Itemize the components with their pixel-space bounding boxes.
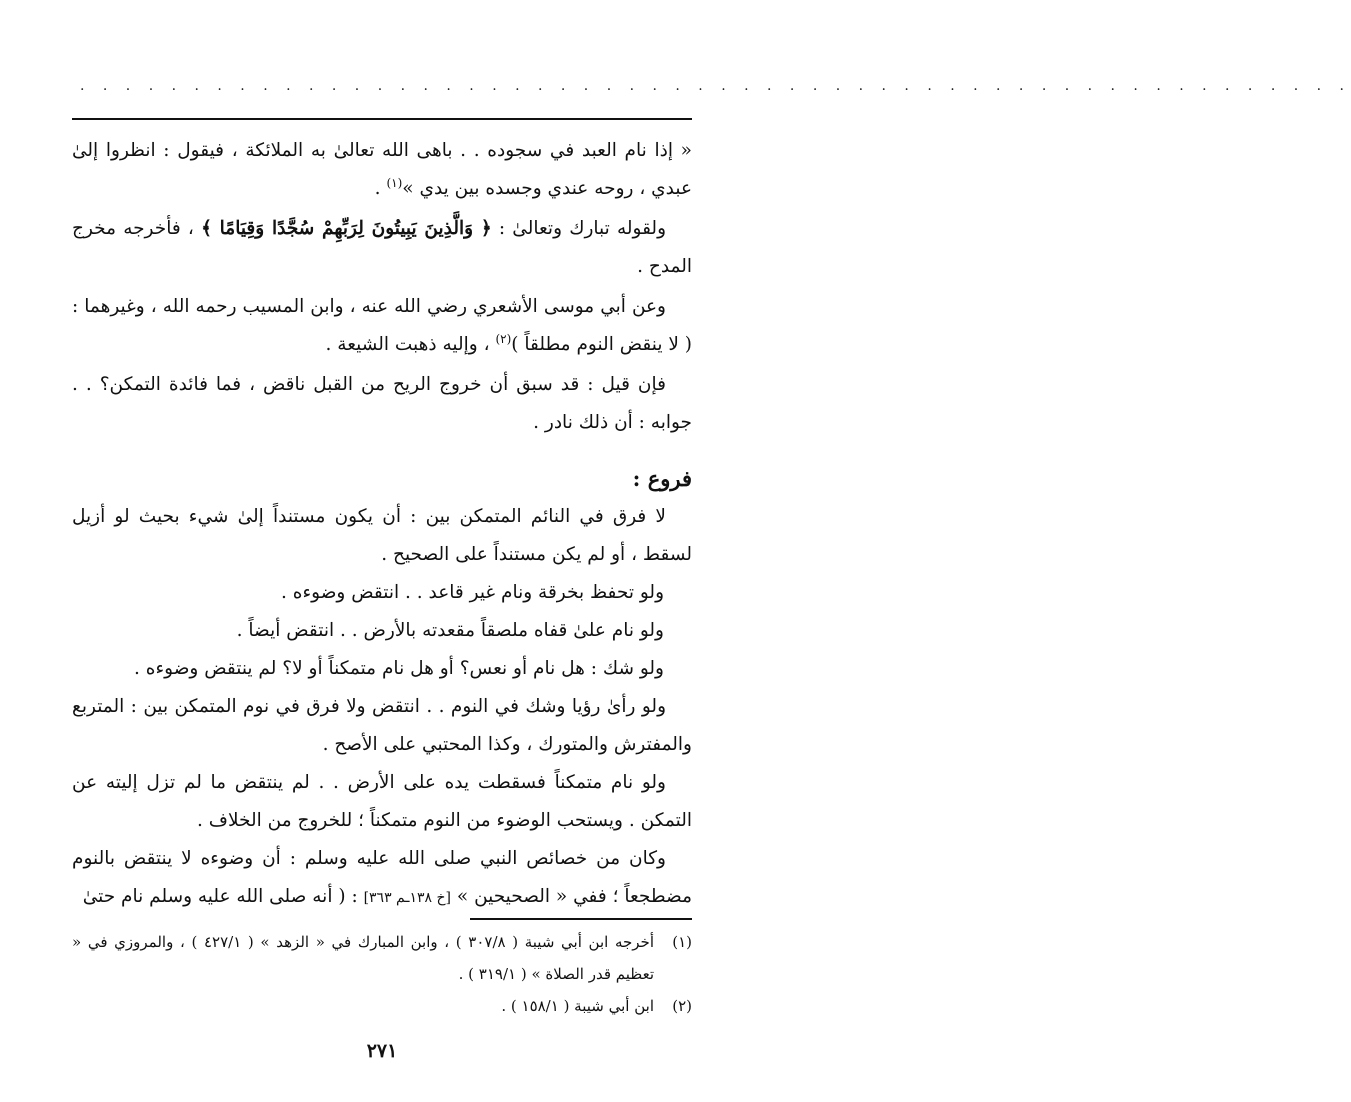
paragraph-hadith [72, 132, 692, 208]
paragraph-abu-musa [72, 288, 692, 364]
main-text [72, 132, 692, 917]
footnote-number: (١) [672, 933, 692, 951]
prophet-text: وكان من خصائص النبي صلى الله عليه وسلم : أن وضوءه لا ينتقض بالنوم مضطجعاً ؛ ففي « الصحيحين » [72, 848, 692, 907]
footnote-marker-2: (٢) [495, 331, 512, 346]
paragraph-branch-6: ولو نام متمكناً فسقطت يده على الأرض . . لم ينتقض ما لم تزل إليته عن التمكن . ويستحب الوضوء من النوم متمكناً ؛ للخروج من الخلاف . [72, 772, 692, 831]
quran-intro: ولقوله تبارك وتعالىٰ : [491, 218, 666, 239]
footnote-marker-1: (١) [386, 175, 403, 190]
source-reference: [خ ١٣٨ـم ٣٦٣] [363, 890, 451, 906]
paragraph-objection: فإن قيل : قد سبق أن خروج الريح من القبل ناقض ، فما فائدة التمكن؟ . . جوابه : أن ذلك نادر . [72, 374, 692, 433]
prophet-text-end: : ( أنه صلى الله عليه وسلم نام حتىٰ [82, 886, 364, 907]
footnotes [72, 926, 692, 1022]
footnote-text: ابن أبي شيبة ( ١٥٨/١ ) . [501, 997, 654, 1015]
abu-musa-text: وعن أبي موسى الأشعري رضي الله عنه ، وابن المسيب رحمه الله ، وغيرهما : ( لا ينقض النوم مطلقاً ) [72, 296, 692, 355]
footnote-rule [470, 918, 692, 920]
quran-verse: ﴿ وَالَّذِينَ يَبِيتُونَ لِرَبِّهِمْ سُجَّدًا وَقِيَامًا ﴾ [201, 218, 492, 239]
paragraph-branch-4: ولو شك : هل نام أو نعس؟ أو هل نام متمكناً أو لا؟ لم ينتقض وضوءه . [133, 658, 664, 679]
footnote-2 [72, 990, 692, 1022]
page-number: ٢٧١ [366, 1040, 398, 1062]
paragraph-branch-1: لا فرق في النائم المتمكن بين : أن يكون مستنداً إلىٰ شيء بحيث لو أزيل لسقط ، أو لم يكن مستنداً على الصحيح . [72, 506, 692, 565]
paragraph-branch-5: ولو رأىٰ رؤيا وشك في النوم . . انتقض ولا فرق في نوم المتمكن بين : المتربع والمفترش والمتورك ، وكذا المحتبي على الأصح . [72, 696, 692, 755]
abu-musa-end: ، وإليه ذهبت الشيعة . [325, 334, 496, 355]
header-dotted-line: . . . . . . . . . . . . . . . . . . . . . . . . . . . . . . . . . . . . . . . . . . . . . . . . . . . . . . . . [80, 78, 1351, 94]
paragraph-branch-2: ولو تحفظ بخرقة ونام غير قاعد . . انتقض وضوءه . [281, 582, 664, 603]
footnote-number: (٢) [672, 997, 692, 1015]
section-heading: فروع : [632, 466, 692, 491]
header-rule [72, 118, 692, 120]
paragraph-quran [72, 210, 692, 286]
quran-outro: ، فأخرجه مخرج المدح . [72, 218, 692, 277]
paragraph-prophet [72, 840, 692, 917]
hadith-end: . [374, 178, 387, 199]
footnote-1 [72, 926, 692, 990]
hadith-text: « إذا نام العبد في سجوده . . باهى الله تعالىٰ به الملائكة ، فيقول : انظروا إلىٰ عبدي ، روحه عندي وجسده بين يدي » [72, 140, 692, 199]
paragraph-branch-3: ولو نام علىٰ قفاه ملصقاً مقعدته بالأرض . . انتقض أيضاً . [236, 620, 664, 641]
footnote-text: أخرجه ابن أبي شيبة ( ٣٠٧/٨ ) ، وابن المبارك في « الزهد » ( ٤٢٧/١ ) ، والمروزي في « تعظيم قدر الصلاة » ( ٣١٩/١ ) . [72, 933, 654, 983]
